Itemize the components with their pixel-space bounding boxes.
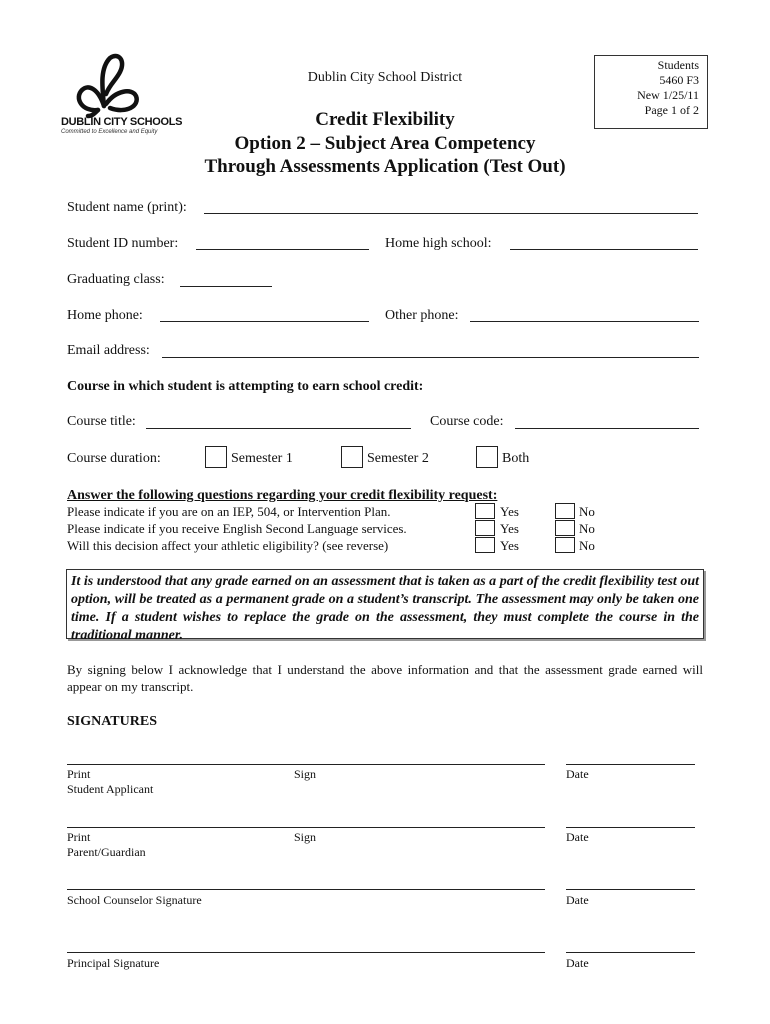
course-code-label: Course code:	[430, 414, 504, 429]
student-date-line[interactable]	[566, 764, 695, 765]
form-subtitle-1: Option 2 – Subject Area Competency	[234, 133, 536, 154]
student-signature-line[interactable]	[67, 764, 545, 765]
both-checkbox[interactable]	[476, 446, 498, 468]
student-applicant-label: Student Applicant	[67, 782, 154, 796]
home-phone-field[interactable]	[160, 321, 369, 322]
parent-signature-line[interactable]	[67, 827, 545, 828]
doc-date: New 1/25/11	[637, 88, 699, 102]
form-title: Credit Flexibility	[315, 109, 455, 130]
parent-date-line[interactable]	[566, 827, 695, 828]
logo-tagline: Committed to Excellence and Equity	[61, 129, 158, 135]
email-label: Email address:	[67, 343, 150, 358]
iep-no-checkbox[interactable]	[555, 503, 575, 519]
signatures-heading: SIGNATURES	[67, 714, 157, 729]
semester-2-label: Semester 2	[367, 451, 429, 466]
student-date-label: Date	[566, 767, 589, 781]
district-name: Dublin City School District	[307, 70, 463, 85]
home-high-school-field[interactable]	[510, 249, 698, 250]
parent-sign-label: Sign	[294, 830, 317, 844]
other-phone-label: Other phone:	[385, 308, 459, 323]
principal-signature-label: Principal Signature	[67, 956, 160, 970]
iep-no-label: No	[579, 504, 595, 519]
student-id-label: Student ID number:	[67, 236, 179, 251]
principal-date-label: Date	[566, 956, 589, 970]
both-label: Both	[502, 451, 530, 466]
course-duration-label: Course duration:	[67, 451, 161, 466]
acknowledgement-text: By signing below I acknowledge that I understand the above information and that the assessment grade earned will appear on my transcript.	[67, 662, 703, 694]
counselor-signature-line[interactable]	[67, 889, 545, 890]
esl-no-checkbox[interactable]	[555, 520, 575, 536]
counselor-date-line[interactable]	[566, 889, 695, 890]
counselor-date-label: Date	[566, 893, 589, 907]
parent-guardian-label: Parent/Guardian	[67, 845, 146, 859]
doc-category: Students	[657, 58, 699, 72]
esl-yes-checkbox[interactable]	[475, 520, 495, 536]
document-reference-box	[594, 55, 708, 129]
course-title-field[interactable]	[146, 428, 411, 429]
iep-yes-checkbox[interactable]	[475, 503, 495, 519]
grade-notice: It is understood that any grade earned on an assessment that is taken as a part of the credit flexibility test out option, will be treated as a permanent grade on a student’s transcript. The assessment may only be taken one time. If a student wishes to replace the grade on the assessment, they must complete the course in the traditional manner.	[66, 569, 704, 639]
doc-number: 5460 F3	[659, 73, 699, 87]
semester-1-label: Semester 1	[231, 451, 293, 466]
semester-2-checkbox[interactable]	[341, 446, 363, 468]
parent-date-label: Date	[566, 830, 589, 844]
course-title-label: Course title:	[67, 414, 136, 429]
question-esl: Please indicate if you receive English Second Language services.	[67, 521, 407, 536]
other-phone-field[interactable]	[470, 321, 699, 322]
doc-page: Page 1 of 2	[644, 103, 699, 117]
form-subtitle-2: Through Assessments Application (Test Out)	[204, 156, 566, 177]
student-sign-label: Sign	[294, 767, 317, 781]
parent-print-label: Print	[67, 830, 91, 844]
principal-date-line[interactable]	[566, 952, 695, 953]
athletic-no-label: No	[579, 538, 595, 553]
athletic-yes-checkbox[interactable]	[475, 537, 495, 553]
iep-yes-label: Yes	[500, 504, 519, 519]
semester-1-checkbox[interactable]	[205, 446, 227, 468]
question-iep: Please indicate if you are on an IEP, 504, or Intervention Plan.	[67, 504, 391, 519]
student-print-label: Print	[67, 767, 91, 781]
student-name-field[interactable]	[204, 213, 698, 214]
home-high-school-label: Home high school:	[385, 236, 492, 251]
athletic-no-checkbox[interactable]	[555, 537, 575, 553]
question-athletic: Will this decision affect your athletic eligibility? (see reverse)	[67, 538, 389, 553]
graduating-class-label: Graduating class:	[67, 272, 165, 287]
questions-heading: Answer the following questions regarding your credit flexibility request:	[67, 488, 498, 503]
email-field[interactable]	[162, 357, 699, 358]
course-heading: Course in which student is attempting to earn school credit:	[67, 379, 424, 394]
course-code-field[interactable]	[515, 428, 699, 429]
athletic-yes-label: Yes	[500, 538, 519, 553]
logo-name: DUBLIN CITY SCHOOLS	[61, 116, 183, 128]
counselor-signature-label: School Counselor Signature	[67, 893, 202, 907]
esl-yes-label: Yes	[500, 521, 519, 536]
home-phone-label: Home phone:	[67, 308, 143, 323]
student-id-field[interactable]	[196, 249, 369, 250]
graduating-class-field[interactable]	[180, 286, 272, 287]
esl-no-label: No	[579, 521, 595, 536]
principal-signature-line[interactable]	[67, 952, 545, 953]
student-name-label: Student name (print):	[67, 200, 187, 215]
